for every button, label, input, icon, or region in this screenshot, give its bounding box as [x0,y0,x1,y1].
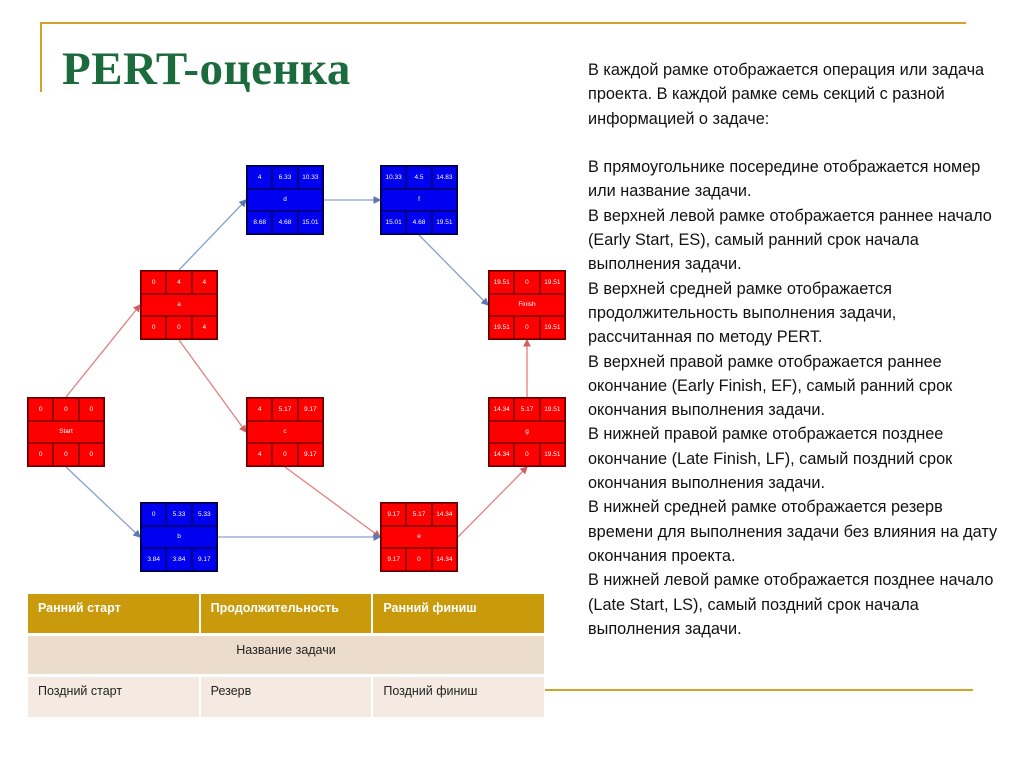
node-c-early-start: 4 [247,398,272,421]
node-finish-late-start: 19.51 [489,316,514,339]
node-start-early-start: 0 [28,398,53,421]
legend-slack: Резерв [201,677,372,717]
node-b-early-finish: 5.33 [192,503,217,526]
node-c-late-finish: 9.17 [298,443,323,466]
edge-start-to-a [66,305,140,397]
node-b-duration: 5.33 [166,503,191,526]
node-g-late-start: 14.34 [489,443,514,466]
node-c [246,397,324,467]
node-g-slack: 0 [514,443,539,466]
node-e-duration: 5.17 [406,503,431,526]
legend-duration: Продолжительность [201,594,372,633]
node-e [380,502,458,572]
node-legend-table [28,594,544,720]
node-g-early-start: 14.34 [489,398,514,421]
legend-late-start: Поздний старт [28,677,199,717]
node-f-early-start: 10.33 [381,166,406,189]
node-d-early-finish: 10.33 [298,166,323,189]
edge-a-to-d [179,200,246,270]
node-start-duration: 0 [53,398,78,421]
node-finish-late-finish: 19.51 [540,316,565,339]
legend-late-finish: Поздний финиш [373,677,544,717]
desc-ls: В нижней левой рамке отображается позднее начало (Late Start, LS), самый поздний срок начала выполнения задачи. [588,571,994,638]
node-f-late-start: 15.01 [381,211,406,234]
edge-e-to-g [458,467,527,537]
node-f [380,165,458,235]
edge-f-to-finish [419,235,488,305]
node-c-late-start: 4 [247,443,272,466]
node-d-early-start: 4 [247,166,272,189]
node-a-late-start: 0 [141,316,166,339]
desc-middle: В прямоугольнике посередине отображается номер или название задачи. [588,158,981,201]
node-d [246,165,324,235]
legend-task-name: Название задачи [236,643,336,657]
node-finish-early-start: 19.51 [489,271,514,294]
node-finish-task-name: Finish [489,294,565,317]
node-finish-duration: 0 [514,271,539,294]
node-c-duration: 5.17 [272,398,297,421]
node-d-late-start: 8.68 [247,211,272,234]
node-d-duration: 6.33 [272,166,297,189]
node-b-late-start: 3.84 [141,548,166,571]
desc-slack: В нижней средней рамке отображается резерв времени для выполнения задачи без влияния на дату окончания проекта. [588,498,998,565]
node-finish [488,270,566,340]
slide-title: PERT-оценка [62,43,351,95]
node-a-early-finish: 4 [192,271,217,294]
node-start-early-finish: 0 [79,398,104,421]
edge-start-to-b [66,467,140,537]
node-e-slack: 0 [406,548,431,571]
node-g [488,397,566,467]
node-a-task-name: a [141,294,217,317]
node-a-early-start: 0 [141,271,166,294]
node-finish-slack: 0 [514,316,539,339]
node-f-task-name: f [381,189,457,212]
node-e-early-start: 9.17 [381,503,406,526]
desc-lf: В нижней правой рамке отображается позднее окончание (Late Finish, LF), самый поздний срок окончания выполнения задачи. [588,425,953,493]
node-b-slack: 3.84 [166,548,191,571]
node-g-late-finish: 19.51 [540,443,565,466]
desc-duration: В верхней средней рамке отображается продолжительность выполнения задачи, рассчитанная по методу PERT. [588,279,897,347]
node-start-task-name: Start [28,421,104,444]
node-a [140,270,218,340]
node-start-late-finish: 0 [79,443,104,466]
node-start [27,397,105,467]
node-a-slack: 0 [166,316,191,339]
node-c-task-name: c [247,421,323,444]
node-d-task-name: d [247,189,323,212]
node-start-late-start: 0 [28,443,53,466]
node-a-duration: 4 [166,271,191,294]
desc-ef: В верхней правой рамке отображается раннее окончание (Early Finish, EF), самый ранний срок окончания выполнения задачи. [588,352,953,420]
node-b-task-name: b [141,526,217,549]
node-f-slack: 4.68 [406,211,431,234]
node-g-early-finish: 19.51 [540,398,565,421]
node-d-late-finish: 15.01 [298,211,323,234]
edge-a-to-c [179,340,246,432]
node-f-early-finish: 14.83 [432,166,457,189]
node-g-task-name: g [489,421,565,444]
legend-early-finish: Ранний финиш [373,594,544,633]
node-f-late-finish: 19.51 [432,211,457,234]
node-e-early-finish: 14.34 [432,503,457,526]
legend-early-start: Ранний старт [28,594,199,633]
node-start-slack: 0 [53,443,78,466]
node-b-early-start: 0 [141,503,166,526]
node-c-early-finish: 9.17 [298,398,323,421]
node-b-late-finish: 9.17 [192,548,217,571]
node-g-duration: 5.17 [514,398,539,421]
node-e-task-name: e [381,526,457,549]
edge-c-to-e [285,467,380,537]
node-e-late-finish: 14.34 [432,548,457,571]
node-a-late-finish: 4 [192,316,217,339]
desc-intro: В каждой рамке отображается операция или задача проекта. В каждой рамке семь секций с разной информацией о задаче: [588,61,985,128]
node-e-late-start: 9.17 [381,548,406,571]
node-finish-early-finish: 19.51 [540,271,565,294]
node-d-slack: 4.68 [272,211,297,234]
node-b [140,502,218,572]
node-f-duration: 4.5 [406,166,431,189]
node-c-slack: 0 [272,443,297,466]
desc-es: В верхней левой рамке отображается раннее начало (Early Start, ES), самый ранний срок начала выполнения задачи. [588,206,992,274]
